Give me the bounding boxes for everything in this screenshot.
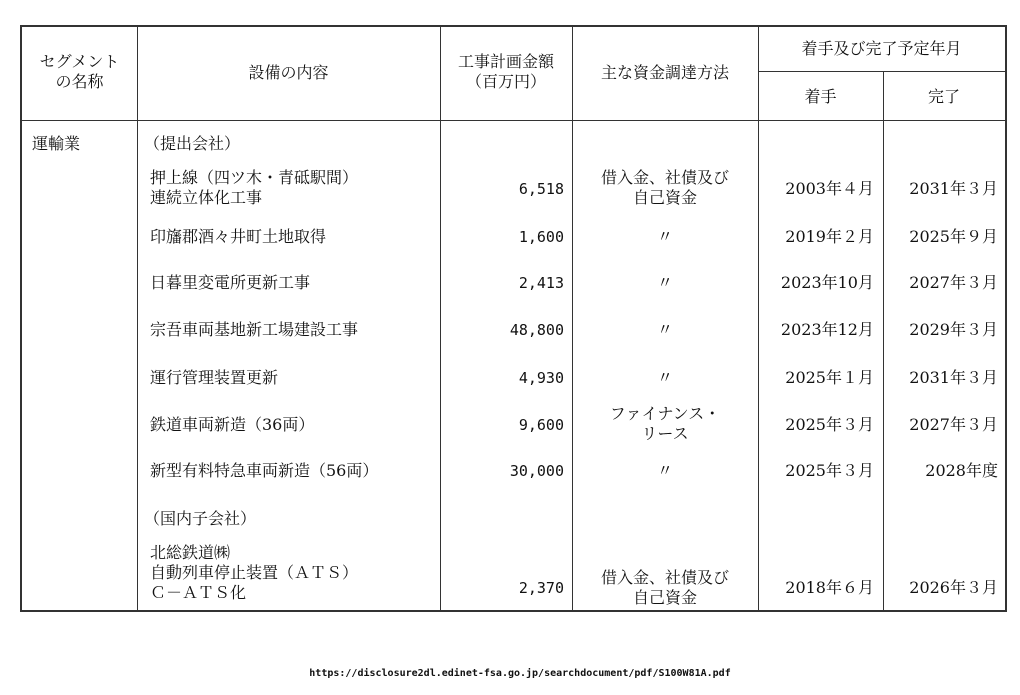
header-segment: セグメント の名称 [39, 52, 120, 91]
col-divider [572, 27, 573, 610]
row-content: 日暮里変電所更新工事 [150, 273, 311, 292]
header-bottom-line [22, 120, 1005, 121]
row-end: 2031年３月 [909, 368, 998, 387]
row-content: 鉄道車両新造（36両） [150, 415, 315, 434]
group-submitter: （提出会社） [144, 134, 241, 153]
col-divider [137, 27, 138, 610]
row-content: 運行管理装置更新 [150, 368, 279, 387]
capex-plan-table [20, 25, 1007, 612]
row-start: 2018年６月 [785, 578, 874, 597]
row-start: 2025年３月 [785, 461, 874, 480]
row-start: 2025年３月 [785, 415, 874, 434]
header-schedule: 着手及び完了予定年月 [801, 39, 962, 58]
row-funding: 〃 [656, 227, 673, 246]
row-funding: ファイナンス・ リース [609, 404, 721, 443]
row-funding: 〃 [656, 273, 673, 292]
header-end: 完了 [927, 87, 960, 106]
row-start: 2003年４月 [785, 179, 874, 198]
row-funding: 借入金、社債及び 自己資金 [600, 568, 729, 607]
row-divider [758, 71, 1005, 72]
header-start: 着手 [804, 87, 837, 106]
row-amount: 9,600 [518, 416, 564, 434]
row-amount: 4,930 [518, 369, 564, 387]
group-subsidiary: （国内子会社） [144, 509, 257, 528]
header-funding: 主な資金調達方法 [600, 63, 729, 82]
row-start: 2023年12月 [780, 320, 874, 339]
header-content: 設備の内容 [248, 63, 329, 82]
row-amount: 48,800 [509, 321, 564, 339]
row-start: 2019年２月 [785, 227, 874, 246]
row-funding: 〃 [656, 368, 673, 387]
row-amount: 6,518 [518, 180, 564, 198]
row-content: 宗吾車両基地新工場建設工事 [150, 320, 359, 339]
row-end: 2031年３月 [909, 179, 998, 198]
col-divider [758, 27, 759, 610]
row-amount: 1,600 [518, 228, 564, 246]
row-end: 2028年度 [925, 461, 998, 480]
segment-name: 運輸業 [32, 134, 81, 153]
row-content: 押上線（四ツ木・青砥駅間） 連続立体化工事 [150, 168, 359, 207]
row-end: 2029年３月 [909, 320, 998, 339]
row-funding: 〃 [656, 320, 673, 339]
col-divider [440, 27, 441, 610]
row-end: 2027年３月 [909, 415, 998, 434]
row-content: 印旛郡酒々井町土地取得 [150, 227, 327, 246]
row-amount: 30,000 [509, 462, 564, 480]
row-content: 新型有料特急車両新造（56両） [150, 461, 379, 480]
row-funding: 借入金、社債及び 自己資金 [600, 168, 729, 207]
row-start: 2025年１月 [785, 368, 874, 387]
col-divider [883, 72, 884, 610]
header-amount: 工事計画金額 （百万円） [457, 52, 554, 91]
row-end: 2026年３月 [909, 578, 998, 597]
row-end: 2025年９月 [909, 227, 998, 246]
row-amount: 2,370 [518, 579, 564, 597]
source-url: https://disclosure2dl.edinet-fsa.go.jp/searchdocument/pdf/S100W81A.pdf [309, 668, 731, 679]
row-end: 2027年３月 [909, 273, 998, 292]
row-amount: 2,413 [518, 274, 564, 292]
row-start: 2023年10月 [780, 273, 874, 292]
row-content: 北総鉄道㈱ 自動列車停止装置（ＡＴＳ） Ｃ－ＡＴＳ化 [150, 543, 359, 602]
row-funding: 〃 [656, 461, 673, 480]
